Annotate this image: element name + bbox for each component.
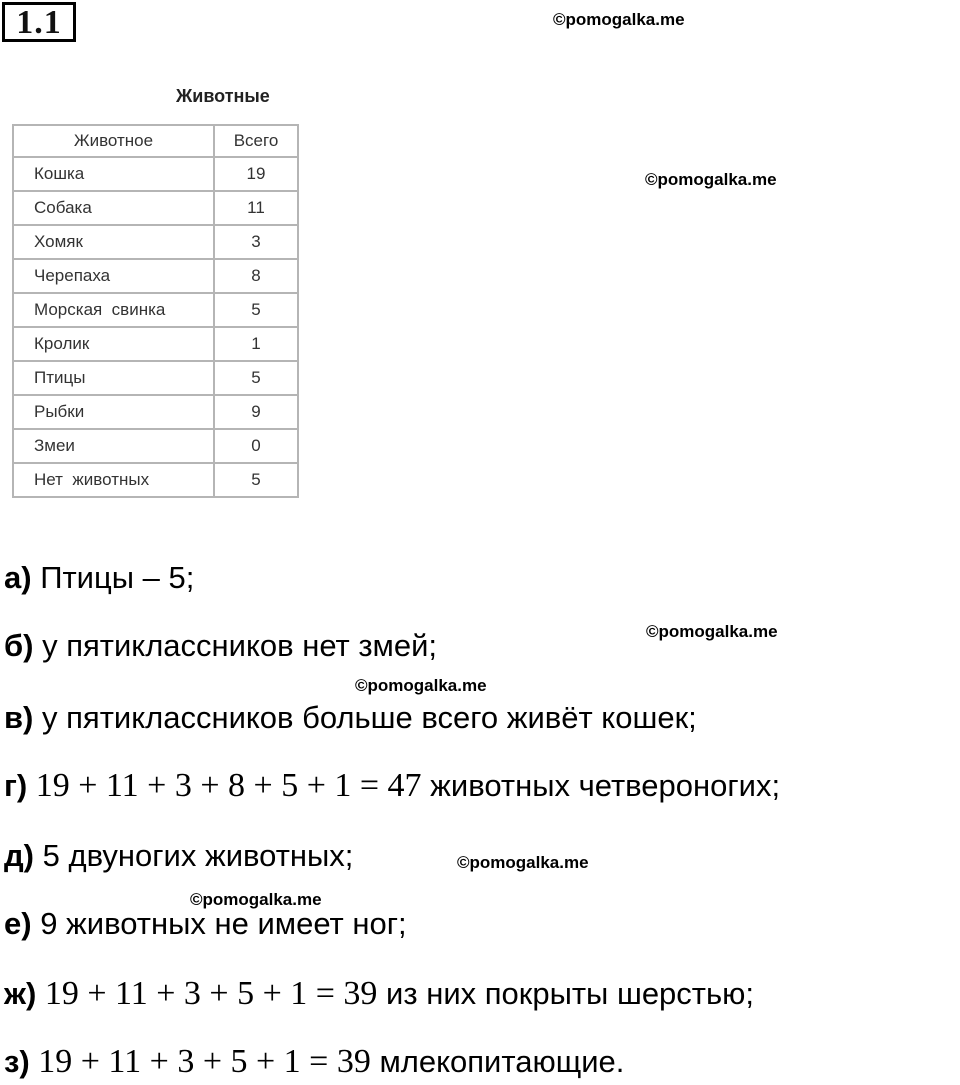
answer-text: Птицы – 5; — [31, 560, 195, 595]
animal-name: Птицы — [13, 361, 214, 395]
task-number: 1.1 — [2, 2, 76, 42]
animal-count: 11 — [214, 191, 298, 225]
animal-name: Собака — [13, 191, 214, 225]
animal-count: 19 — [214, 157, 298, 191]
animals-table — [12, 124, 299, 498]
header-total: Всего — [214, 125, 298, 157]
animal-name: Кошка — [13, 157, 214, 191]
table-header-row — [13, 125, 298, 157]
table-row — [13, 327, 298, 361]
table-row — [13, 191, 298, 225]
answer-text: у пятиклассников больше всего живёт кошек; — [33, 700, 697, 735]
table-row — [13, 429, 298, 463]
answer-letter: а) — [4, 560, 32, 595]
watermark: ©pomogalka.me — [190, 890, 322, 909]
animal-name: Черепаха — [13, 259, 214, 293]
animal-count: 8 — [214, 259, 298, 293]
watermark: ©pomogalka.me — [355, 676, 487, 695]
answer-text: млекопитающие. — [370, 1044, 625, 1079]
answer-letter: з) — [4, 1044, 30, 1079]
answer-v — [4, 698, 697, 738]
answer-letter: д) — [4, 838, 35, 873]
table-row — [13, 157, 298, 191]
answer-letter: б) — [4, 628, 34, 663]
answer-math: 19 + 11 + 3 + 5 + 1 = 39 — [36, 975, 378, 1012]
animal-count: 5 — [214, 463, 298, 497]
table-row — [13, 225, 298, 259]
animal-count: 1 — [214, 327, 298, 361]
answer-text: из них покрыты шерстью; — [377, 976, 755, 1011]
answer-text: 9 животных не имеет ног; — [31, 906, 407, 941]
answer-text: у пятиклассников нет змей; — [33, 628, 438, 663]
answer-letter: ж) — [4, 976, 37, 1011]
answer-math: 19 + 11 + 3 + 8 + 5 + 1 = 47 — [27, 767, 422, 804]
animal-count: 0 — [214, 429, 298, 463]
header-animal: Животное — [13, 125, 214, 157]
animal-name: Кролик — [13, 327, 214, 361]
watermark: ©pomogalka.me — [645, 170, 777, 189]
answer-g — [4, 766, 780, 806]
table-row — [13, 395, 298, 429]
answer-text: 5 двуногих животных; — [34, 838, 354, 873]
watermark: ©pomogalka.me — [646, 622, 778, 641]
watermark: ©pomogalka.me — [457, 853, 589, 872]
table-row — [13, 361, 298, 395]
answer-letter: в) — [4, 700, 34, 735]
answer-letter: е) — [4, 906, 32, 941]
animal-name: Нет животных — [13, 463, 214, 497]
answer-a — [4, 558, 194, 598]
animal-count: 9 — [214, 395, 298, 429]
animal-name: Змеи — [13, 429, 214, 463]
watermark: ©pomogalka.me — [553, 10, 685, 29]
animal-count: 3 — [214, 225, 298, 259]
answer-z — [4, 1042, 624, 1082]
animal-name: Рыбки — [13, 395, 214, 429]
answer-math: 19 + 11 + 3 + 5 + 1 = 39 — [29, 1043, 371, 1080]
animal-count: 5 — [214, 361, 298, 395]
table-row — [13, 259, 298, 293]
table-row — [13, 463, 298, 497]
answer-e — [4, 904, 407, 944]
animal-name: Хомяк — [13, 225, 214, 259]
answer-text: животных четвероногих; — [421, 768, 781, 803]
answer-b — [4, 626, 437, 666]
answer-d — [4, 836, 353, 876]
animal-count: 5 — [214, 293, 298, 327]
answer-zh — [4, 974, 754, 1014]
animal-name: Морская свинка — [13, 293, 214, 327]
table-row — [13, 293, 298, 327]
table-title: Животные — [176, 86, 270, 106]
answer-letter: г) — [4, 768, 28, 803]
